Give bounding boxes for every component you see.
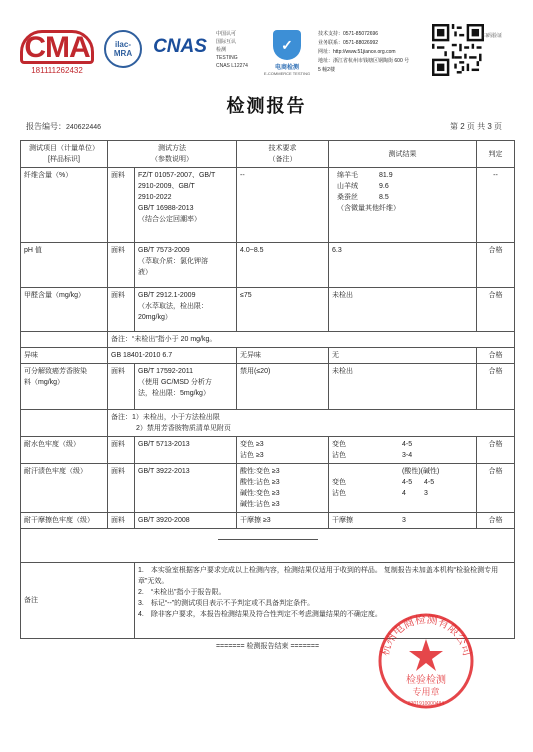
- ecommerce-testing-logo: ✓ 电商检测 E-COMMERCE TESTING: [258, 30, 316, 74]
- col-header-requirement: 技术要求 （备注）: [237, 141, 329, 168]
- remarks-row: 备注 1. 本实验室根据客户要求完成以上检测内容，检测结果仅适用于收到的样品。 复制报告未加盖本机构“检验检测专用章”无效。 2. “未检出”指小于报告限。 3. 标记“--”的测试项目表示不予判定或不具备判定条件。 4. 除非客户要求，本报告检测结果及符合性判定不考虑测量结果的不确定度。: [21, 563, 515, 639]
- col-header-result: 测试结果: [329, 141, 477, 168]
- table-row: 耐干摩擦色牢度（级） 面料 GB/T 3920-2008 干摩擦 ≥3 干摩擦 3 合格: [21, 513, 515, 529]
- col-header-verdict: 判定: [477, 141, 515, 168]
- col-header-item: 测试项目（计量单位） [样品标识]: [21, 141, 108, 168]
- cma-number: 181111262432: [31, 66, 83, 75]
- svg-text:3301910000484: 3301910000484: [407, 701, 445, 707]
- svg-text:检验检测: 检验检测: [406, 675, 446, 686]
- cma-logo: CMA 181111262432: [20, 30, 94, 74]
- table-note-row: 备注：“未检出”指小于 20 mg/kg。: [21, 332, 515, 348]
- table-row: 甲醛含量（mg/kg） 面料 GB/T 2912.1-2009 （水萃取法，检出限： 20mg/kg） ≤75 未检出 合格: [21, 288, 515, 332]
- letterhead: [0, 0, 533, 88]
- col-header-method: 测试方法 （参数说明）: [108, 141, 237, 168]
- table-row: 纤维含量（%） 面料 FZ/T 01057-2007、GB/T 2910-2009、GB/T 2910-2022 GB/T 16988-2013 （结合公定回潮率） -- 绵羊毛 81.9 山羊绒 9.6 桑蚕丝 8.5 （含微量其他纤维） --: [21, 168, 515, 243]
- table-row: 异味 GB 18401-2010 6.7 无异味 无 合格: [21, 348, 515, 364]
- report-title: 检测报告: [226, 96, 307, 116]
- table-row: 可分解致癌芳香胺染 料（mg/kg） 面料 GB/T 17592-2011 （使用 GC/MSD 分析方 法，检出限：5mg/kg） 禁用(≤20) 未检出 合格: [21, 364, 515, 410]
- svg-text:专用章: 专用章: [412, 687, 440, 697]
- ilac-mra-logo: ilac-MRA: [100, 30, 146, 74]
- shield-icon: ✓: [273, 30, 301, 60]
- table-row: 耐水色牢度（级） 面料 GB/T 5713-2013 变色 ≥3 沾色 ≥3 变色 4-5 沾色 3-4 合格: [21, 437, 515, 464]
- official-seal-stamp: [376, 611, 476, 711]
- table-header-row: [21, 141, 515, 168]
- contact-block: 技术支持：0571-85072696 业务联系：0571-88026992 网址：http://www.51jiance.org.com 地址：浙江省杭州市钱塘区钢陶街 600 号 5 幢2楼: [318, 31, 410, 73]
- table-row: 耐汗渍色牢度（级） 面料 GB/T 3922-2013 酸性:变色 ≥3 酸性:沾色 ≥3 碱性:变色 ≥3 碱性:沾色 ≥3 (酸性)(碱性) 变色 4-5 4-5 沾色 4 3 合格: [21, 464, 515, 513]
- results-table: [20, 140, 515, 654]
- report-number: 报告编号：240622446: [26, 122, 102, 131]
- qr-caption: 扫码验证: [482, 33, 503, 39]
- table-blank-row: [21, 529, 515, 563]
- cnas-caption: 中国认可 国际互认 检测 TESTING CNAS L12274: [216, 31, 248, 69]
- end-row: ======= 检测报告结束 =======: [215, 643, 320, 650]
- table-note-row: 备注：1）未检出，小于方法检出限 2）禁用芳香胺物质清单见附页: [21, 410, 515, 437]
- table-row: pH 值 面料 GB/T 7573-2009 （萃取介质：氯化钾溶 液） 4.0~8.5 6.3 合格: [21, 243, 515, 288]
- cnas-logo: CNAS: [153, 36, 207, 57]
- qr-code: [432, 24, 484, 76]
- svg-text:杭州电商检测有限公司: 杭州电商检测有限公司: [379, 613, 473, 658]
- page-indicator: 第 2 页 共 3 页: [449, 122, 502, 131]
